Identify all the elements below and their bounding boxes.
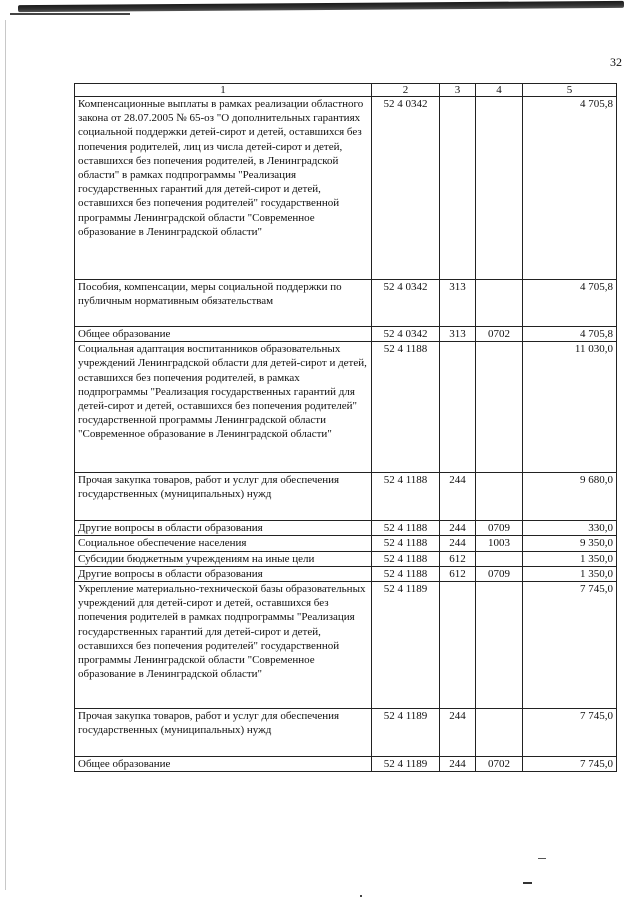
row-expense-type: 313 bbox=[440, 327, 476, 342]
row-section: 0702 bbox=[476, 327, 523, 342]
row-name: Социальная адаптация воспитанников образовательных учреждений Ленинградской области для детей-сирот и детей, оставшихся без попечения родителей, в рамках подпрограммы "Реализация государственных гарантий для детей-сирот и детей, оставшихся без попечения родителей" государственной программы Ленинградской области "Современное образование в Ленинградской области" bbox=[75, 342, 372, 473]
row-section: 0709 bbox=[476, 521, 523, 536]
row-code: 52 4 1189 bbox=[372, 709, 440, 757]
row-section bbox=[476, 97, 523, 280]
row-name: Прочая закупка товаров, работ и услуг для обеспечения государственных (муниципальных) нужд bbox=[75, 709, 372, 757]
row-name: Другие вопросы в области образования bbox=[75, 521, 372, 536]
row-amount: 4 705,8 bbox=[523, 280, 617, 327]
row-section: 0702 bbox=[476, 757, 523, 772]
row-amount: 4 705,8 bbox=[523, 97, 617, 280]
row-code: 52 4 0342 bbox=[372, 327, 440, 342]
row-amount: 9 350,0 bbox=[523, 536, 617, 551]
row-code: 52 4 1189 bbox=[372, 582, 440, 709]
row-code: 52 4 0342 bbox=[372, 280, 440, 327]
row-amount: 1 350,0 bbox=[523, 566, 617, 581]
table-row bbox=[75, 566, 617, 581]
row-expense-type: 244 bbox=[440, 473, 476, 521]
table-row bbox=[75, 536, 617, 551]
row-name: Общее образование bbox=[75, 757, 372, 772]
row-amount: 7 745,0 bbox=[523, 582, 617, 709]
row-name: Социальное обеспечение населения bbox=[75, 536, 372, 551]
table-row bbox=[75, 342, 617, 473]
row-expense-type: 612 bbox=[440, 551, 476, 566]
row-code: 52 4 1188 bbox=[372, 566, 440, 581]
row-code: 52 4 1188 bbox=[372, 342, 440, 473]
row-expense-type: 244 bbox=[440, 757, 476, 772]
table-row bbox=[75, 551, 617, 566]
row-section bbox=[476, 709, 523, 757]
row-expense-type: 612 bbox=[440, 566, 476, 581]
table-row bbox=[75, 709, 617, 757]
row-code: 52 4 1188 bbox=[372, 521, 440, 536]
row-expense-type: 244 bbox=[440, 709, 476, 757]
row-section bbox=[476, 551, 523, 566]
row-name: Компенсационные выплаты в рамках реализации областного закона от 28.07.2005 № 65-оз "О дополнительных гарантиях социальной поддержки детей-сирот и детей, оставшихся без попечения родителей, лиц из числа детей-сирот и детей, оставшихся без попечения родителей, в Ленинградской области" в рамках подпрограммы "Реализация государственных гарантий для детей-сирот и детей, оставшихся без попечения родителей" государственной программы Ленинградской области "Современное образование в Ленинградской области" bbox=[75, 97, 372, 280]
table-row bbox=[75, 521, 617, 536]
row-section bbox=[476, 342, 523, 473]
row-amount: 11 030,0 bbox=[523, 342, 617, 473]
row-code: 52 4 1188 bbox=[372, 551, 440, 566]
table-row bbox=[75, 327, 617, 342]
row-code: 52 4 0342 bbox=[372, 97, 440, 280]
column-header-3: 3 bbox=[440, 84, 476, 97]
row-amount: 9 680,0 bbox=[523, 473, 617, 521]
row-expense-type bbox=[440, 97, 476, 280]
row-expense-type bbox=[440, 582, 476, 709]
row-expense-type: 313 bbox=[440, 280, 476, 327]
scan-speck bbox=[360, 895, 362, 897]
row-expense-type bbox=[440, 342, 476, 473]
row-amount: 4 705,8 bbox=[523, 327, 617, 342]
page-edge bbox=[5, 20, 6, 890]
page-number: 32 bbox=[610, 55, 622, 69]
row-amount: 1 350,0 bbox=[523, 551, 617, 566]
row-section: 1003 bbox=[476, 536, 523, 551]
row-name: Пособия, компенсации, меры социальной поддержки по публичным нормативным обязательствам bbox=[75, 280, 372, 327]
row-amount: 7 745,0 bbox=[523, 757, 617, 772]
table-row bbox=[75, 97, 617, 280]
row-expense-type: 244 bbox=[440, 536, 476, 551]
column-header-1: 1 bbox=[75, 84, 372, 97]
column-header-2: 2 bbox=[372, 84, 440, 97]
row-section bbox=[476, 280, 523, 327]
scan-speck bbox=[523, 882, 532, 884]
row-name: Прочая закупка товаров, работ и услуг для обеспечения государственных (муниципальных) нужд bbox=[75, 473, 372, 521]
scan-artifact-bar bbox=[18, 1, 624, 12]
table-row bbox=[75, 473, 617, 521]
row-amount: 330,0 bbox=[523, 521, 617, 536]
row-code: 52 4 1188 bbox=[372, 536, 440, 551]
row-name: Общее образование bbox=[75, 327, 372, 342]
row-code: 52 4 1189 bbox=[372, 757, 440, 772]
scan-artifact-line bbox=[10, 13, 130, 15]
row-name: Укрепление материально-технической базы образовательных учреждений для детей-сирот и детей, оставшихся без попечения родителей в рамках подпрограммы "Реализация государственных гарантий для детей-сирот и детей, оставшихся без попечения родителей" государственной программы Ленинградской области "Современное образование в Ленинградской области" bbox=[75, 582, 372, 709]
column-header-5: 5 bbox=[523, 84, 617, 97]
column-number-row bbox=[75, 84, 617, 97]
budget-table bbox=[74, 83, 617, 772]
row-name: Другие вопросы в области образования bbox=[75, 566, 372, 581]
row-section bbox=[476, 582, 523, 709]
row-amount: 7 745,0 bbox=[523, 709, 617, 757]
table-row bbox=[75, 280, 617, 327]
row-name: Субсидии бюджетным учреждениям на иные цели bbox=[75, 551, 372, 566]
table-row bbox=[75, 757, 617, 772]
row-section: 0709 bbox=[476, 566, 523, 581]
column-header-4: 4 bbox=[476, 84, 523, 97]
table-row bbox=[75, 582, 617, 709]
row-section bbox=[476, 473, 523, 521]
scan-speck bbox=[538, 858, 546, 859]
row-expense-type: 244 bbox=[440, 521, 476, 536]
row-code: 52 4 1188 bbox=[372, 473, 440, 521]
